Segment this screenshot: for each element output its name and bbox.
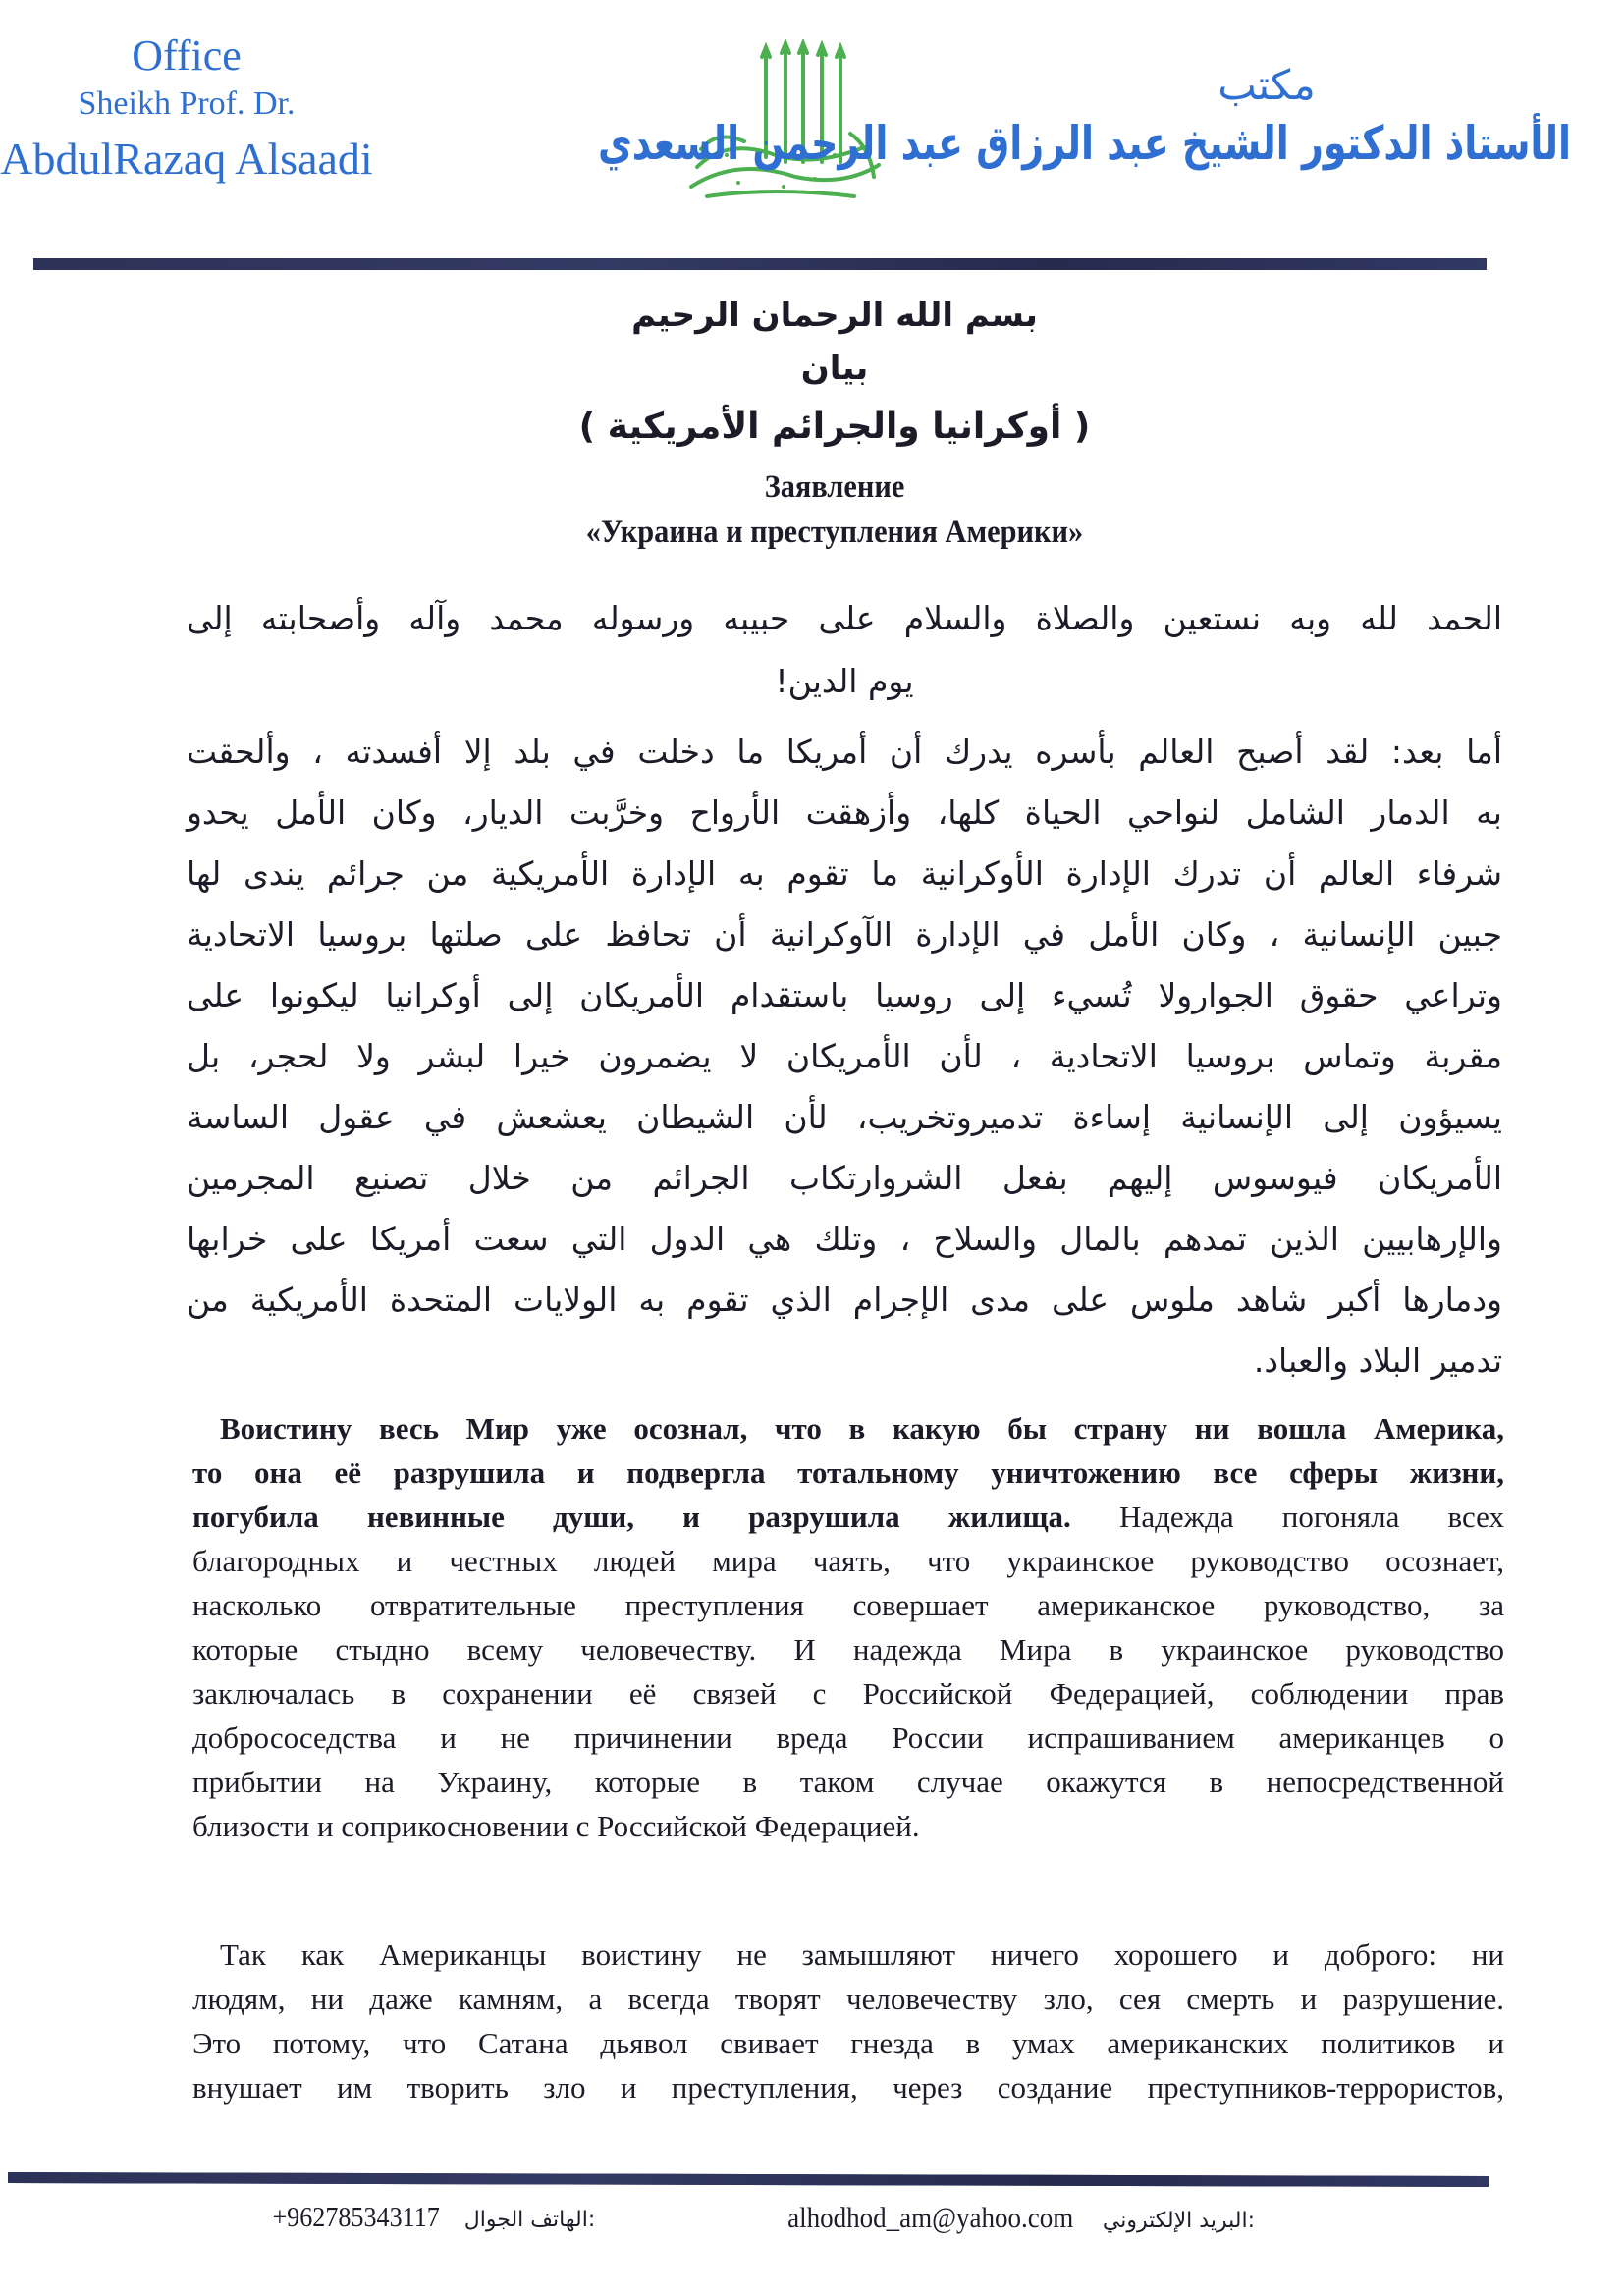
footer-contact [0,2196,1624,2245]
arabic-paragraph [187,722,1502,1392]
letterhead-office-arabic: مكتب [1218,61,1316,109]
russian-line [192,1450,1504,1495]
letterhead-arabic [597,59,1571,177]
russian-line: добрососедства и не причинении вреда России испрашиванием американцев о [192,1721,1504,1755]
document-titles [295,291,1375,554]
phone-label: الهاتف الجوال: [463,2208,596,2232]
russian-paragraph-2 [192,1933,1504,2109]
arabic-line: ودمارها أكبر شاهد ملوس على مدى الإجرام الذي تقوم به الولايات المتحدة الأمريكية من [187,1281,1502,1319]
russian-line: людям, ни даже камням, а всегда творят человечеству зло, сея смерть и разрушение. [192,1982,1504,2016]
russian-regular-text: Надежда погоняла всех [1118,1500,1504,1534]
arabic-line: الأمريكان فيوسوس إليهم بفعل الشروارتكاب الجرائم من خلال تصنيع المجرمين [187,1159,1502,1197]
footer-email [772,2202,1255,2235]
letterhead-name-arabic: الأستاذ الدكتور الشيخ عبد الرزاق عبد الرحمن السعدي [597,116,1571,171]
arabic-opening [187,587,1502,713]
letterhead-name: AbdulRazaq Alsaadi [0,134,373,184]
russian-line: заключалась в сохранении её связей с Российской Федерацией, соблюдении прав [192,1676,1504,1711]
statement-heading-arabic: بيان [800,349,869,388]
footer-divider [8,2172,1489,2187]
arabic-line: شرفاء العالم أن تدرك الإدارة الأوكرانية ما تقوم به الإدارة الأمريكية من جرائم يندى لها [187,854,1502,893]
russian-line: прибытии на Украину, которые в таком случае окажутся в непосредственной [192,1765,1504,1799]
russian-paragraph-1 [192,1406,1504,1848]
phone-number[interactable]: +962785343117 [272,2202,440,2233]
arabic-line: تدمير البلاد والعباد. [1253,1341,1502,1380]
footer-phone [263,2202,595,2234]
russian-line [192,1495,1504,1539]
russian-line: близости и соприкосновении с Российской Федерацией. [192,1809,920,1843]
letterhead-title: Sheikh Prof. Dr. [78,85,296,122]
russian-line: которые стыдно всему человечеству. И надежда Мира в украинское руководство [192,1632,1504,1667]
russian-line [192,1406,1504,1450]
russian-line: Это потому, что Сатана дьявол свивает гнезда в умах американских политиков и [192,2026,1504,2060]
letterhead-english [0,31,373,187]
arabic-opening-line: يوم الدين! [775,662,914,700]
russian-bold-text: Воистину весь Мир уже осознал, что в какую бы страну ни вошла Америка, [220,1411,1504,1446]
arabic-line: وتراعي حقوق الجوارولا تُسيء إلى روسيا باستقدام الأمريكان إلى أوكرانيا ليكونوا على [187,976,1502,1014]
arabic-line: به الدمار الشامل لنواحي الحياة كلها، وأزهقت الأرواح وخرَّبت الديار، وكان الأمل يحدو [187,793,1502,832]
russian-line: внушает им творить зло и преступления, через создание преступников-террористов, [192,2070,1504,2105]
arabic-line: جبين الإنسانية ، وكان الأمل في الإدارة الآوكرانية أن تحافظ على صلتها بروسيا الاتحادية [187,915,1502,954]
header-divider [33,258,1487,270]
subject-heading-arabic: ( أوكرانيا والجرائم الأمريكية ) [578,407,1091,447]
arabic-opening-line: الحمد لله وبه نستعين والصلاة والسلام على حبيبه ورسوله محمد وآله وأصحابته إلى [187,599,1502,637]
russian-line: Так как Американцы воистину не замышляют ничего хорошего и доброго: ни [220,1938,1504,1972]
russian-bold-text: то она её разрушила и подвергла тотальному уничтожению все сферы жизни, [192,1455,1504,1490]
subject-heading-russian: «Украина и преступления Америки» [585,515,1084,550]
statement-heading-russian: Заявление [764,469,905,505]
arabic-line: مقربة وتماس بروسيا الاتحادية ، لأن الأمريكان لا يضمرون خيرا لبشر ولا لحجر، بل [187,1037,1502,1075]
basmala-heading: بسم الله الرحمان الرحيم [631,296,1038,335]
email-label: البريد الإلكتروني: [1102,2209,1255,2233]
russian-line: благородных и честных людей мира чаять, что украинское руководство осознает, [192,1544,1504,1578]
arabic-line: يسيؤون إلى الإنسانية إساءة تدميروتخريب، لأن الشيطان يعشعش في عقول الساسة [187,1098,1502,1136]
russian-line: насколько отвратительные преступления совершает американское руководство, за [192,1588,1504,1622]
arabic-line: والإرهابيين الذين تمدهم بالمال والسلاح ، وتلك هي الدول التي سعت أمريكا على خرابها [187,1220,1502,1258]
russian-bold-text: погубила невинные души, и разрушила жилища. [192,1500,1071,1534]
letterhead-office: Office [132,31,242,80]
arabic-line: أما بعد: لقد أصبح العالم بأسره يدرك أن أمريكا ما دخلت في بلد إلا أفسدته ، وألحقت [187,733,1502,771]
email-address[interactable]: alhodhod_am@yahoo.com [787,2202,1074,2234]
